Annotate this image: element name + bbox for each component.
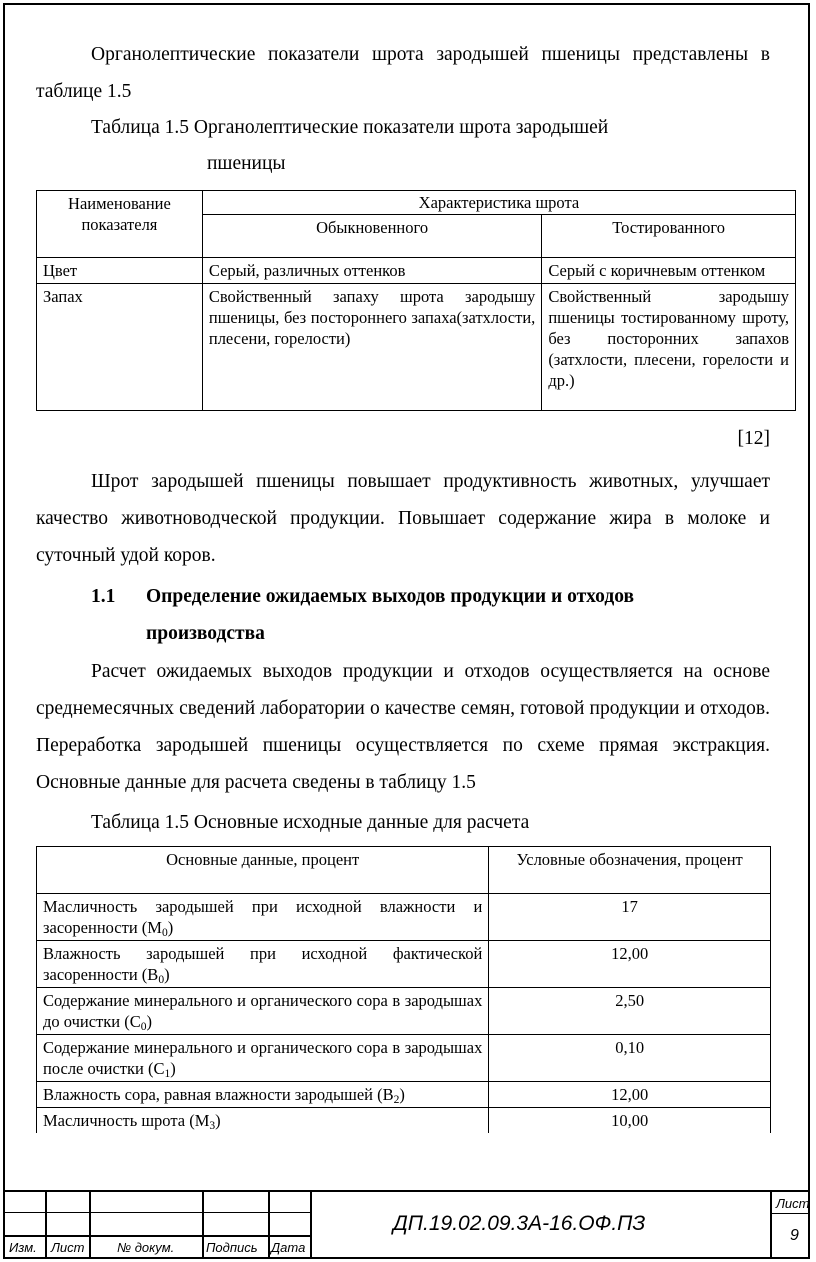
- table-row: [37, 1108, 771, 1134]
- table1-caption: Таблица 1.5 Органолептические показатели шрота зародышей: [91, 117, 609, 138]
- source-data-table: [36, 846, 771, 1133]
- table-row: [37, 941, 771, 988]
- row-toasted: Свойственный зародышу пшеницы тостированному шроту, без посторонних запахов (затхлости, плесени, горелости и др.): [542, 284, 796, 411]
- table-row: [37, 988, 771, 1035]
- section-number: 1.1: [91, 586, 116, 607]
- row-description: Содержание минерального и органического сора в зародышах до очистки $(С_0)$: [37, 988, 489, 1035]
- stamp-label-date: Дата: [271, 1240, 306, 1255]
- row-value: 10,00: [489, 1108, 771, 1134]
- stamp-label-doc-number: № докум.: [117, 1240, 175, 1255]
- table-row: [37, 284, 796, 411]
- stamp-label-sheet: Лист: [51, 1240, 85, 1255]
- row-name: Запах: [37, 284, 203, 411]
- row-name: Цвет: [37, 258, 203, 284]
- row-value: 12,00: [489, 941, 771, 988]
- row-description: Содержание минерального и органического сора в зародышах после очистки $(С_1)$: [37, 1035, 489, 1082]
- title-block: [3, 1190, 810, 1259]
- row-ordinary: Серый, различных оттенков: [202, 258, 541, 284]
- row-description: Влажность сора, равная влажности зародышей $(В_2)$: [37, 1082, 489, 1108]
- intro-paragraph: Органолептические показатели шрота зародышей пшеницы представлены в таблице 1.5: [36, 44, 770, 102]
- document-code: ДП.19.02.09.3А-16.ОФ.ПЗ: [393, 1212, 646, 1235]
- table-row: [37, 1035, 771, 1082]
- row-toasted: Серый с коричневым оттенком: [542, 258, 796, 284]
- row-description: Масличность шрота $(М_3)$: [37, 1108, 489, 1134]
- row-value: 0,10: [489, 1035, 771, 1082]
- stamp-label-change: Изм.: [9, 1240, 37, 1255]
- row-value: 2,50: [489, 988, 771, 1035]
- header-characteristic: Характеристика шрота: [202, 191, 795, 215]
- stamp-label-signature: Подпись: [206, 1240, 258, 1255]
- header-data: Основные данные, процент: [37, 847, 489, 894]
- table-row: [37, 258, 796, 284]
- section-title-continued: производства: [146, 623, 265, 644]
- row-description: Влажность зародышей при исходной фактической засоренности $(В_0)$: [37, 941, 489, 988]
- table2-caption: Таблица 1.5 Основные исходные данные для расчета: [91, 812, 530, 833]
- row-value: 17: [489, 894, 771, 941]
- header-toasted: Тостированного: [542, 215, 796, 258]
- reference-citation: [12]: [737, 428, 770, 449]
- row-value: 12,00: [489, 1082, 771, 1108]
- section-heading: [91, 578, 635, 615]
- sheet-number: 9: [790, 1227, 799, 1244]
- paragraph-calculation: Расчет ожидаемых выходов продукции и отходов осуществляется на основе среднемесячных сведений лаборатории о качестве семян, готовой продукции и отходов. Переработка зародышей пшеницы осуществляется по схеме прямая экстракция. Основные данные для расчета сведены в таблицу 1.5: [36, 661, 770, 793]
- table-row: [37, 894, 771, 941]
- organoleptic-table: [36, 190, 796, 411]
- section-title: Определение ожидаемых выходов продукции и отходов: [146, 586, 635, 607]
- table1-caption-continued: пшеницы: [207, 153, 286, 174]
- header-symbols: Условные обозначения, процент: [489, 847, 771, 894]
- row-ordinary: Свойственный запаху шрота зародышу пшеницы, без постороннего запаха(затхлости, плесени, горелости): [202, 284, 541, 411]
- table-row: [37, 1082, 771, 1108]
- header-indicator-name: Наименование показателя: [37, 191, 203, 258]
- header-ordinary: Обыкновенного: [202, 215, 541, 258]
- paragraph-benefits: Шрот зародышей пшеницы повышает продуктивность животных, улучшает качество животноводческой продукции. Повышает содержание жира в молоке и суточный удой коров.: [36, 471, 770, 566]
- row-description: Масличность зародышей при исходной влажности и засоренности $(М_0)$: [37, 894, 489, 941]
- stamp-label-sheet-right: Лист: [776, 1196, 810, 1211]
